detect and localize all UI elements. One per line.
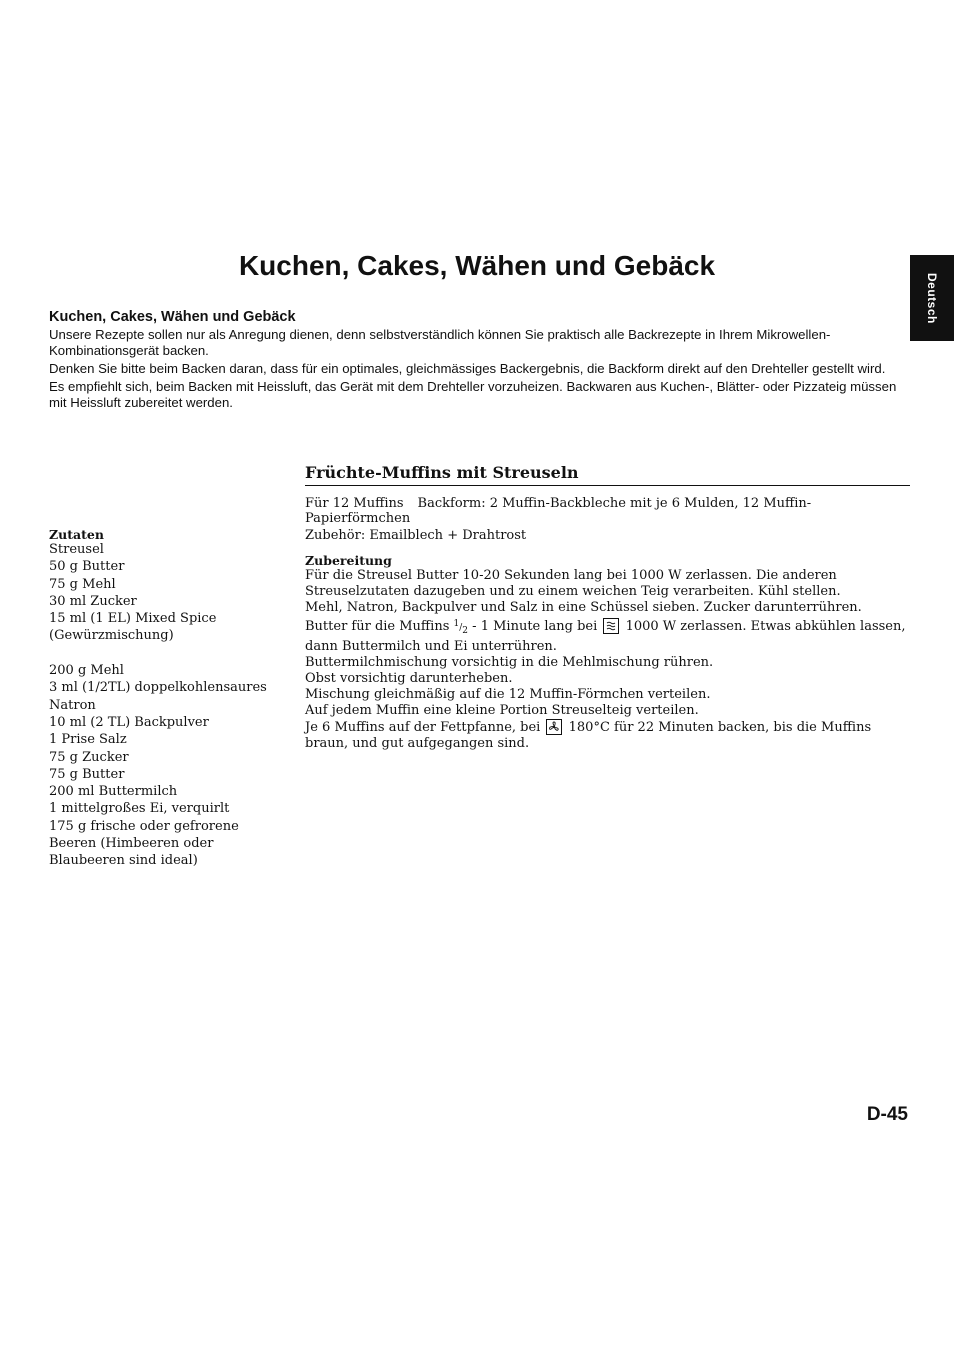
ingredient-line: Blaubeeren sind ideal) xyxy=(49,853,198,869)
ingredient-spacer xyxy=(49,645,294,662)
fraction-numerator: 1 xyxy=(453,619,460,629)
preparation-section xyxy=(305,553,910,752)
ingredient-line: Beeren (Himbeeren oder xyxy=(49,836,214,852)
fraction-half: $^1/_2$ xyxy=(453,619,469,636)
recipe-meta xyxy=(305,496,905,543)
ingredients-list xyxy=(49,528,294,870)
preparation-heading: Zubereitung xyxy=(305,553,392,568)
prep-step-text: Butter für die Muffins xyxy=(305,619,450,634)
prep-step xyxy=(305,719,910,752)
prep-step xyxy=(305,616,910,655)
ingredient-line: 30 ml Zucker xyxy=(49,593,137,609)
convection-fan-icon xyxy=(546,719,562,735)
ingredient-line: 200 ml Buttermilch xyxy=(49,784,178,800)
ingredients-heading: Zutaten xyxy=(49,527,104,542)
ingredient-line: 15 ml (1 EL) Mixed Spice xyxy=(49,611,217,627)
language-tab-label: Deutsch xyxy=(925,272,939,324)
intro-paragraph-3: Es empfiehlt sich, beim Backen mit Heissluft, das Gerät mit dem Drehteller vorzuheizen. Backwaren aus Kuchen-, Blätter- oder Pizzateig müssen mit Heissluft zubereitet werden. xyxy=(49,379,897,410)
prep-step: Mehl, Natron, Backpulver und Salz in eine Schüssel sieben. Zucker darunterrühren. xyxy=(305,600,862,615)
intro-paragraph-2: Denken Sie bitte beim Backen daran, dass für ein optimales, gleichmässiges Backergebnis, die Backform direkt auf den Drehteller gestellt wird. xyxy=(49,361,886,376)
ingredient-line: 75 g Zucker xyxy=(49,749,129,765)
prep-step-text: 1000 W zerlassen. Etwas abkühlen lassen, dann Buttermilch und Ei unterrühren. xyxy=(305,619,906,654)
ingredient-line: 75 g Butter xyxy=(49,766,125,782)
ingredient-line: 1 Prise Salz xyxy=(49,732,127,748)
recipe-servings-row xyxy=(305,496,905,526)
prep-step: Buttermilchmischung vorsichtig in die Mehlmischung rühren. xyxy=(305,654,714,670)
prep-step: Auf jedem Muffin eine kleine Portion Streuselteig verteilen. xyxy=(305,702,699,718)
ingredient-line: 1 mittelgroßes Ei, verquirlt xyxy=(49,801,230,817)
ingredient-line: Natron xyxy=(49,697,96,713)
microwave-icon xyxy=(603,618,619,634)
ingredient-line: 75 g Mehl xyxy=(49,576,116,592)
ingredient-line: (Gewürzmischung) xyxy=(49,628,174,644)
recipe-backform: Backform: 2 Muffin-Backbleche mit je 6 Mulden, 12 Muffin-Papierförmchen xyxy=(305,496,812,526)
intro-section xyxy=(49,309,909,413)
ingredient-line: Streusel xyxy=(49,542,104,557)
prep-step-text: 180°C für 22 Minuten backen, bis die Muffins braun, und gut aufgegangen sind. xyxy=(305,719,872,751)
page-title: Kuchen, Cakes, Wähen und Gebäck xyxy=(238,250,716,281)
fraction-denominator: 2 xyxy=(462,625,469,636)
prep-step: Mischung gleichmäßig auf die 12 Muffin-Förmchen verteilen. xyxy=(305,686,711,702)
recipe-accessories: Zubehör: Emailblech + Drahtrost xyxy=(305,528,527,543)
prep-step: Obst vorsichtig darunterheben. xyxy=(305,670,513,686)
prep-step: Für die Streusel Butter 10-20 Sekunden lang bei 1000 W zerlassen. Die anderen Streuselzutaten dazugeben und zu einem weichen Teig verarbeiten. Kühl stellen. xyxy=(305,568,841,599)
prep-step-text: Je 6 Muffins auf der Fettpfanne, bei xyxy=(305,719,541,735)
intro-paragraph-1: Unsere Rezepte sollen nur als Anregung dienen, denn selbstverständlich können Sie praktisch alle Backrezepte in Ihrem Mikrowellen-Kombinationsgerät backen. xyxy=(49,327,831,358)
recipe-servings: Für 12 Muffins xyxy=(305,496,404,511)
intro-heading: Kuchen, Cakes, Wähen und Gebäck xyxy=(49,309,296,325)
page-number: D-45 xyxy=(866,1104,908,1125)
ingredient-line: 3 ml (1/2TL) doppelkohlensaures xyxy=(49,680,267,696)
ingredient-line: 175 g frische oder gefrorene xyxy=(49,818,239,834)
ingredient-line: 200 g Mehl xyxy=(49,663,124,679)
prep-step-text: - 1 Minute lang bei xyxy=(472,619,598,634)
recipe-title: Früchte-Muffins mit Streuseln xyxy=(305,463,910,486)
ingredient-line: 50 g Butter xyxy=(49,559,125,575)
ingredient-line: 10 ml (2 TL) Backpulver xyxy=(49,714,209,730)
